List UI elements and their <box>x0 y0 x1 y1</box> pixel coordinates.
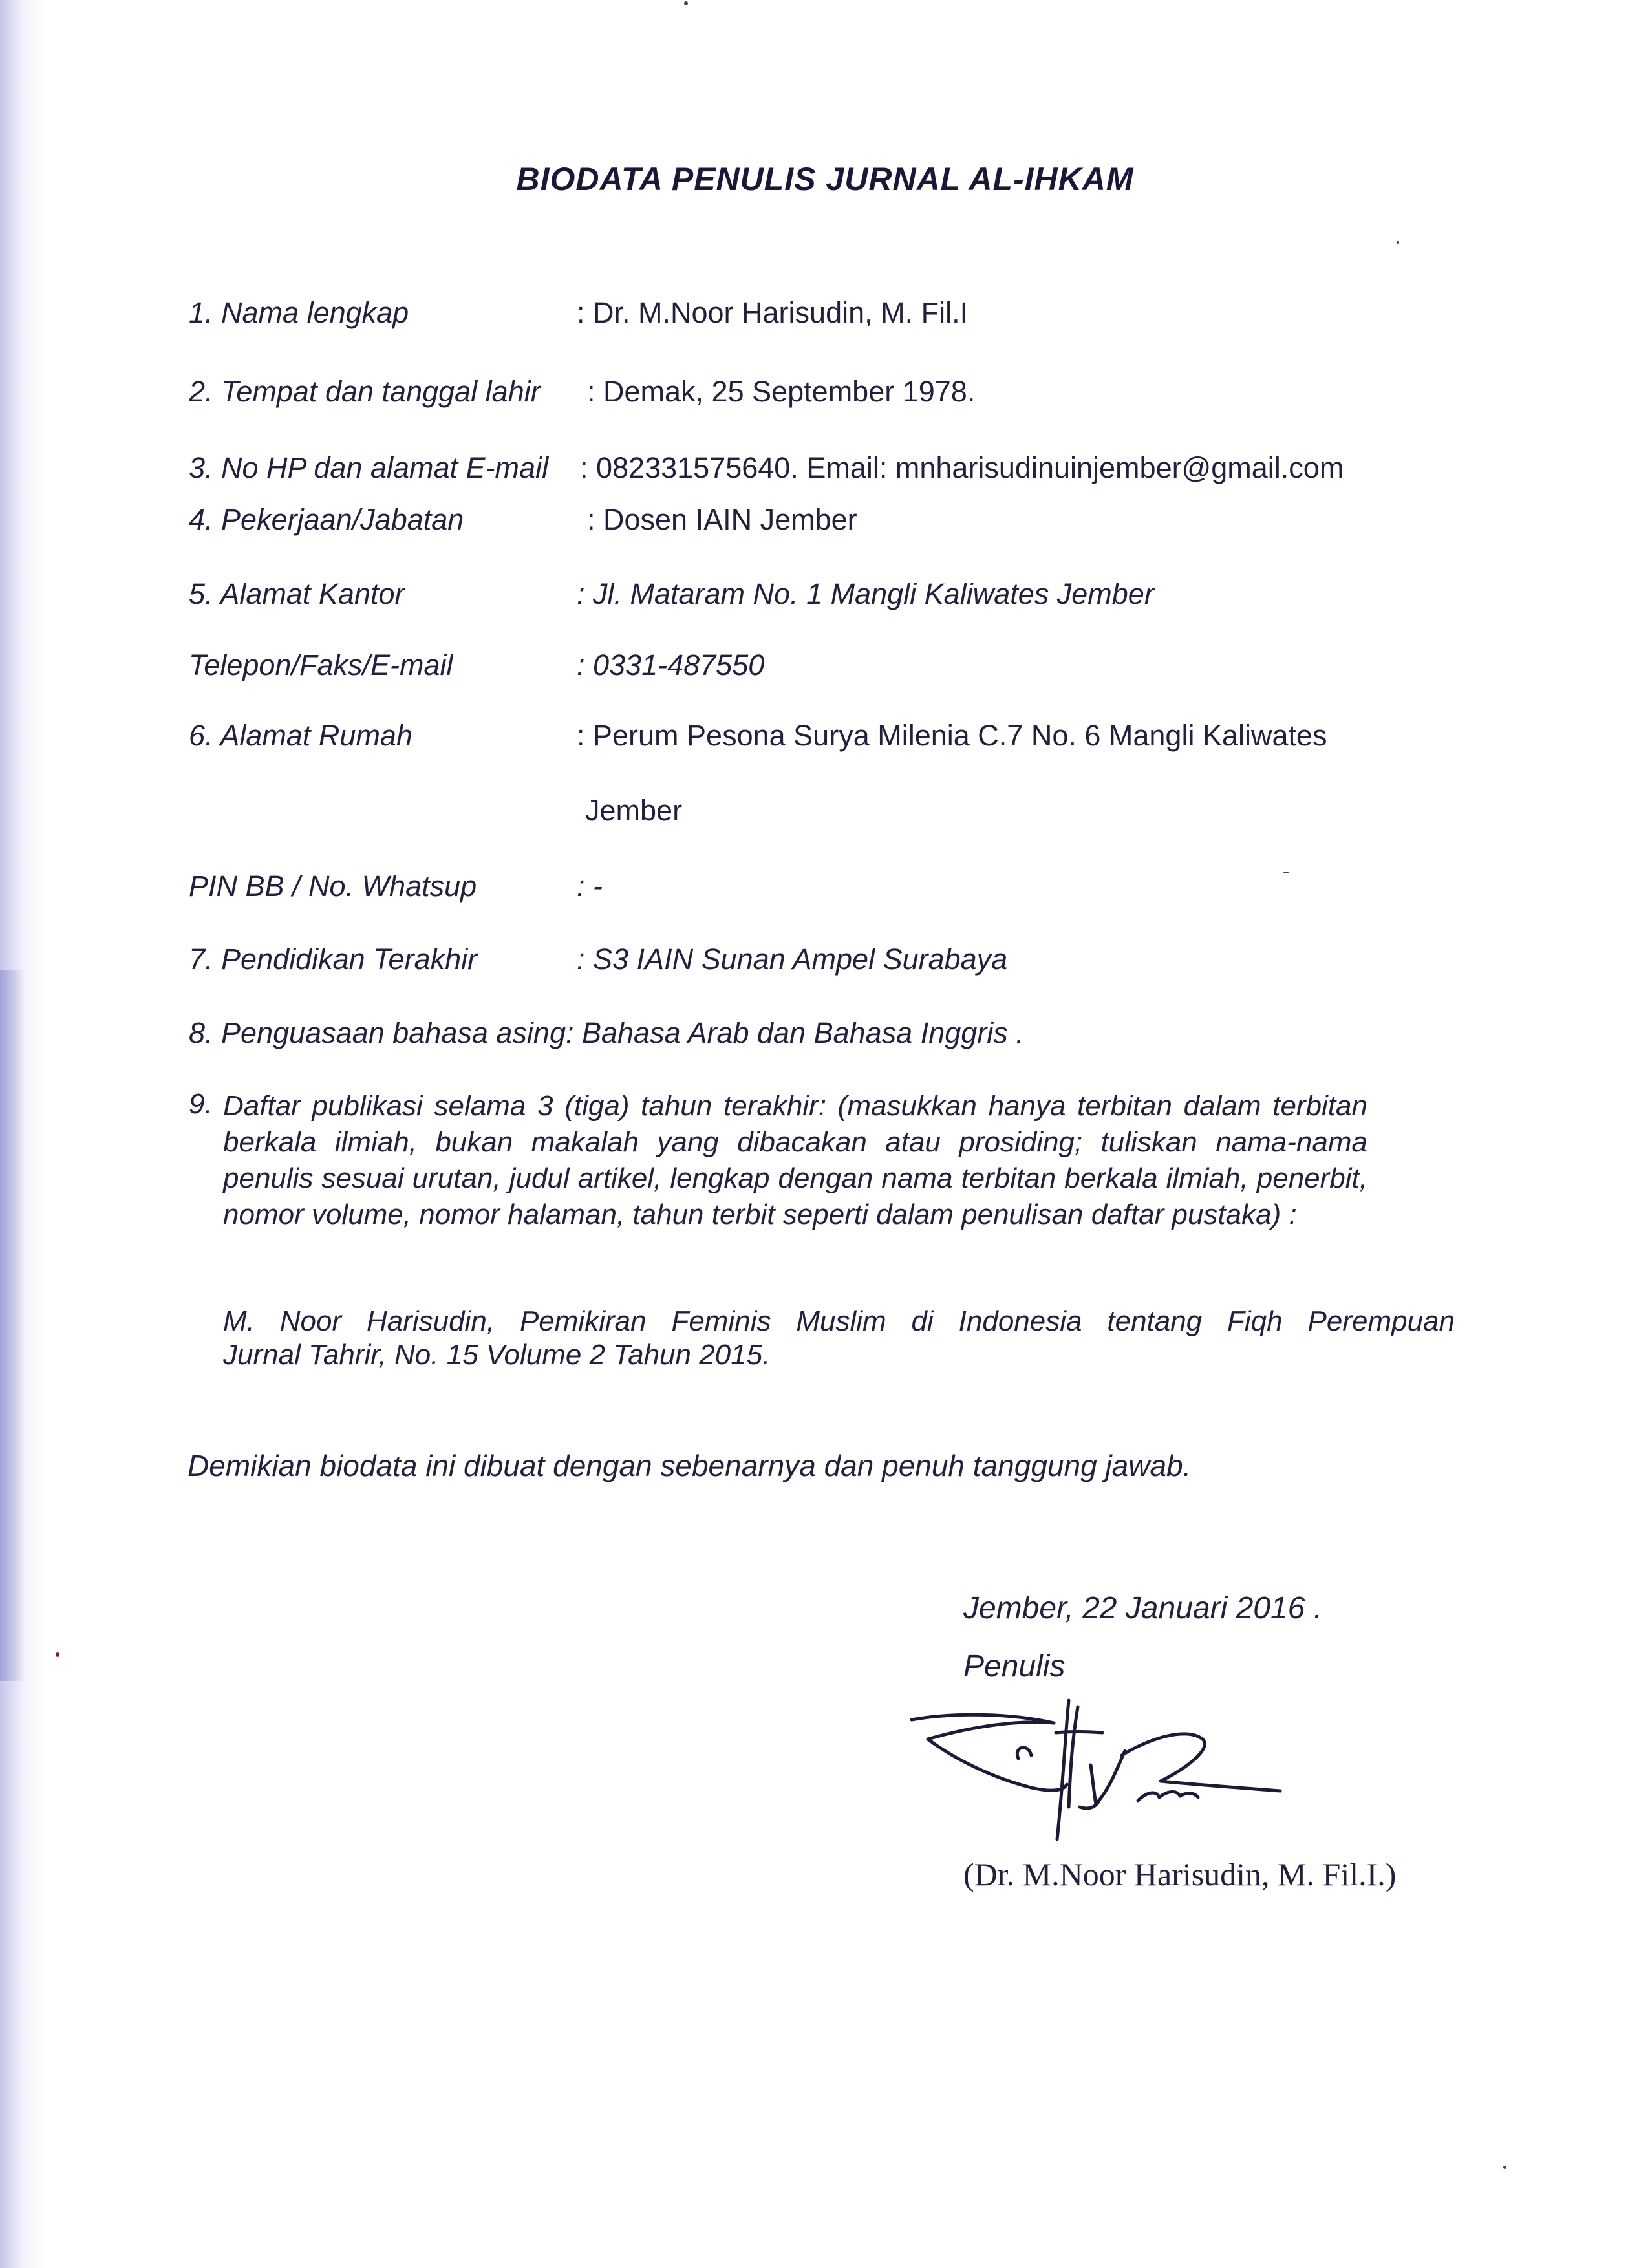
scan-speck <box>1397 241 1399 244</box>
scan-speck <box>56 1652 59 1657</box>
publication-entry <box>223 1305 1455 1372</box>
scan-speck <box>1283 872 1289 873</box>
field-label: 3. No HP dan alamat E-mail <box>189 451 549 484</box>
field-value: : 082331575640. Email: mnharisudinuinjember@gmail.com <box>580 451 1344 484</box>
scan-speck <box>684 1 688 5</box>
field-value: : Jl. Mataram No. 1 Mangli Kaliwates Jember <box>577 577 1154 610</box>
field-value-continuation: Jember <box>585 794 683 827</box>
place-date: Jember, 22 Januari 2016 . <box>963 1591 1323 1625</box>
scan-speck <box>1503 2166 1506 2169</box>
field-value: : - <box>577 870 603 903</box>
field-label: 1. Nama lengkap <box>189 296 409 329</box>
closing-statement: Demikian biodata ini dibuat dengan sebenarnya dan penuh tanggung jawab. <box>188 1449 1192 1482</box>
field-label: PIN BB / No. Whatsup <box>189 870 477 903</box>
publication-entry-line: M. Noor Harisudin, Pemikiran Feminis Muslim di Indonesia tentang Fiqh Perempuan <box>223 1305 1455 1337</box>
field-value: : Dosen IAIN Jember <box>587 503 857 536</box>
signer-role: Penulis <box>963 1649 1066 1684</box>
field-label: 2. Tempat dan tanggal lahir <box>189 375 541 408</box>
field-label: 6. Alamat Rumah <box>189 719 412 752</box>
publications-intro: Daftar publikasi selama 3 (tiga) tahun terakhir: (masukkan hanya terbitan dalam terbitan berkala ilmiah, bukan makalah yang dibacakan atau prosiding; tuliskan nama-nama penulis sesuai urutan, judul artikel, lengkap dengan nama terbitan berkala ilmiah, penerbit, nomor volume, nomor halaman, tahun terbit seperti dalam penulisan daftar pustaka) : <box>223 1090 1367 1230</box>
field-label: Telepon/Faks/E-mail <box>189 648 453 681</box>
document-title: BIODATA PENULIS JURNAL AL-IHKAM <box>516 161 1134 197</box>
signer-name: (Dr. M.Noor Harisudin, M. Fil.I.) <box>963 1856 1397 1892</box>
publication-entry-line: Jurnal Tahrir, No. 15 Volume 2 Tahun 2015. <box>223 1339 771 1371</box>
publications-number: 9. <box>189 1088 213 1120</box>
field-value: : 0331-487550 <box>577 648 765 681</box>
field-value: : Demak, 25 September 1978. <box>587 375 976 408</box>
languages-text: 8. Penguasaan bahasa asing: Bahasa Arab dan Bahasa Inggris . <box>189 1016 1024 1049</box>
field-value: : Dr. M.Noor Harisudin, M. Fil.I <box>577 296 969 329</box>
field-label: 5. Alamat Kantor <box>189 577 405 610</box>
field-label: 7. Pendidikan Terakhir <box>189 943 478 976</box>
scan-shadow <box>0 970 26 1681</box>
handwritten-signature <box>902 1694 1290 1849</box>
field-value: : S3 IAIN Sunan Ampel Surabaya <box>577 943 1008 976</box>
field-label: 4. Pekerjaan/Jabatan <box>189 503 464 536</box>
field-value: : Perum Pesona Surya Milenia C.7 No. 6 Mangli Kaliwates <box>577 719 1327 752</box>
